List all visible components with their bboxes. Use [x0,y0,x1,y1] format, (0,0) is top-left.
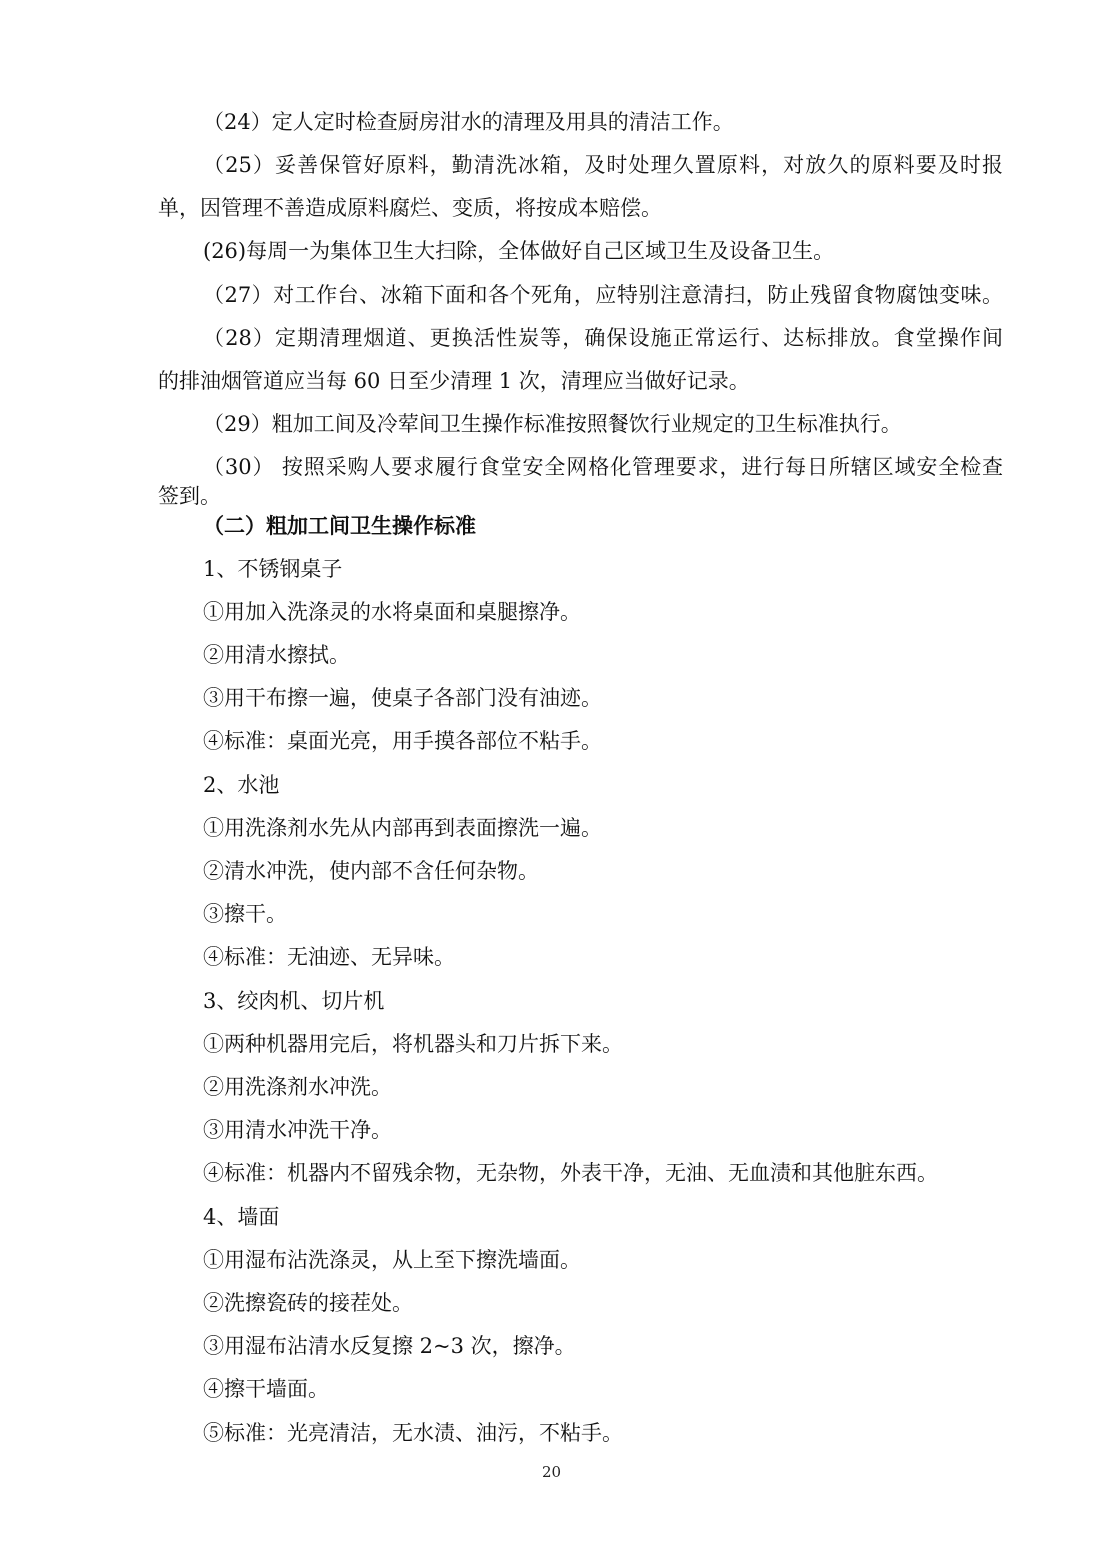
item-3-2: ②用洗涤剂水冲洗。 [203,1075,392,1099]
section-heading: （二）粗加工间卫生操作标准 [203,513,476,538]
item-4-2: ②洗擦瓷砖的接茬处。 [203,1291,413,1315]
paragraph-28-line-2: 的排油烟管道应当每 60 日至少清理 1 次，清理应当做好记录。 [158,369,750,393]
item-3-4: ④标准：机器内不留残余物，无杂物，外表干净，无油、无血渍和其他脏东西。 [203,1161,938,1185]
paragraph-30-line-1: （30） 按照采购人要求履行食堂安全网格化管理要求，进行每日所辖区域安全检查 [203,455,1003,479]
page-number: 20 [541,1463,562,1481]
paragraph-24: （24）定人定时检查厨房泔水的清理及用具的清洁工作。 [203,110,734,134]
item-1-1: ①用加入洗涤灵的水将桌面和桌腿擦净。 [203,600,581,624]
item-4-5: ⑤标准：光亮清洁，无水渍、油污，不粘手。 [203,1421,623,1445]
subheading-1: 1、不锈钢桌子 [203,557,343,581]
paragraph-30-line-2: 签到。 [158,484,221,508]
item-4-4: ④擦干墙面。 [203,1377,329,1401]
item-4-3: ③用湿布沾清水反复擦 2~3 次，擦净。 [203,1334,576,1358]
paragraph-25-line-2: 单，因管理不善造成原料腐烂、变质，将按成本赔偿。 [158,196,662,220]
item-1-3: ③用干布擦一遍，使桌子各部门没有油迹。 [203,686,602,710]
subheading-4: 4、墙面 [203,1205,280,1229]
item-4-1: ①用湿布沾洗涤灵，从上至下擦洗墙面。 [203,1248,581,1272]
paragraph-26: (26)每周一为集体卫生大扫除，全体做好自己区域卫生及设备卫生。 [203,239,835,263]
paragraph-28-line-1: （28）定期清理烟道、更换活性炭等，确保设施正常运行、达标排放。食堂操作间 [203,326,1003,350]
item-2-3: ③擦干。 [203,902,287,926]
item-3-1: ①两种机器用完后，将机器头和刀片拆下来。 [203,1032,623,1056]
paragraph-25-line-1: （25）妥善保管好原料，勤清洗冰箱，及时处理久置原料，对放久的原料要及时报 [203,153,1003,177]
item-2-2: ②清水冲洗，使内部不含任何杂物。 [203,859,539,883]
subheading-3: 3、绞肉机、切片机 [203,989,385,1013]
item-1-4: ④标准：桌面光亮，用手摸各部位不粘手。 [203,729,602,753]
item-2-1: ①用洗涤剂水先从内部再到表面擦洗一遍。 [203,816,602,840]
paragraph-27: （27）对工作台、冰箱下面和各个死角，应特别注意清扫，防止残留食物腐蚀变味。 [203,283,1003,307]
item-1-2: ②用清水擦拭。 [203,643,350,667]
subheading-2: 2、水池 [203,773,280,797]
item-2-4: ④标准：无油迹、无异味。 [203,945,455,969]
item-3-3: ③用清水冲洗干净。 [203,1118,392,1142]
paragraph-29: （29）粗加工间及冷荤间卫生操作标准按照餐饮行业规定的卫生标准执行。 [203,412,902,436]
